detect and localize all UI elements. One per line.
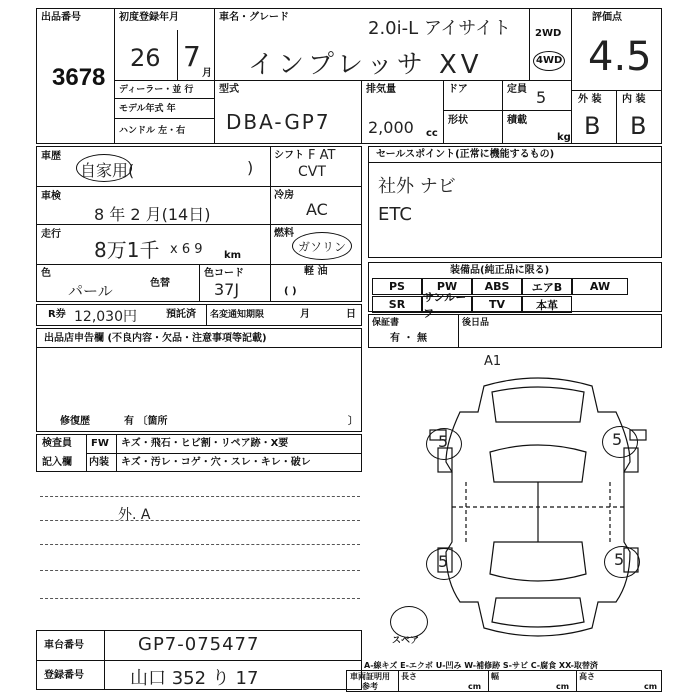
spare-circle bbox=[390, 606, 428, 638]
history-label: 車歴 bbox=[41, 151, 61, 162]
history-circle bbox=[76, 154, 135, 182]
sales-point-label: セールスポイント(正常に機能するもの) bbox=[376, 149, 555, 160]
drive-4wd: 4WD bbox=[536, 55, 563, 66]
mileage-label: 走行 bbox=[41, 229, 61, 240]
width-cm: cm bbox=[556, 682, 570, 691]
ac-value: AC bbox=[306, 200, 328, 219]
fuel-circle bbox=[292, 232, 352, 260]
cc-unit: cc bbox=[426, 128, 438, 139]
int-items: キズ・汚レ・コゲ・穴・スレ・キレ・破レ bbox=[121, 457, 311, 468]
exterior-label: 外 装 bbox=[578, 94, 602, 105]
type-label: 型式 bbox=[219, 84, 239, 95]
score-value: 4.5 bbox=[588, 34, 652, 80]
color-value: パール bbox=[68, 282, 113, 300]
day-label: 日 bbox=[346, 309, 356, 320]
recycle-value: 12,030円 bbox=[74, 309, 137, 325]
sales-point-line1: 社外 ナビ bbox=[378, 176, 456, 197]
fuel-gasoline: ガソリン bbox=[298, 240, 347, 254]
history-close: ) bbox=[247, 158, 254, 177]
equipment-label: 装備品(純正品に限る) bbox=[450, 265, 550, 276]
color-label: 色 bbox=[41, 268, 51, 279]
equipment-row1-4: AW bbox=[572, 278, 628, 295]
lot-label: 出品番号 bbox=[41, 12, 81, 23]
inspection-label: 車検 bbox=[41, 191, 61, 202]
declaration-label: 出品店申告欄 (不良内容・欠品・注意事項等記載) bbox=[44, 333, 267, 344]
fw-label: FW bbox=[91, 438, 109, 449]
chassis-value: GP7-075477 bbox=[138, 634, 260, 655]
equipment-row1-1: PW bbox=[422, 278, 472, 295]
wheel-fr-mark: 5 bbox=[612, 430, 623, 449]
recycle-deposit: 預託済 bbox=[166, 309, 196, 320]
color-change-label: 色替 bbox=[150, 278, 170, 289]
damage-legend: A-線キズ E-エクボ U-凹み W-補修跡 S-サビ C-腐食 XX-取替済 bbox=[364, 661, 598, 670]
dealer-label: ディーラー・並 行 bbox=[119, 85, 194, 95]
handle-label: ハンドル 左・右 bbox=[119, 126, 186, 136]
fw-items: キズ・飛石・ヒビ割・リペア跡・X要 bbox=[121, 438, 289, 449]
name-change-label: 名変通知期限 bbox=[210, 310, 265, 320]
warranty-label: 保証書 bbox=[372, 318, 400, 328]
lot-number: 3678 bbox=[52, 64, 106, 91]
score-label: 評価点 bbox=[592, 12, 622, 23]
load-label: 積載 bbox=[507, 115, 527, 126]
first-reg-month: 7 bbox=[183, 40, 201, 73]
shape-label: 形状 bbox=[448, 115, 468, 126]
repair-value: 有 〔箇所 bbox=[124, 416, 168, 427]
shift-cvt: CVT bbox=[298, 164, 326, 180]
equipment-row2-2: TV bbox=[472, 296, 522, 313]
capacity-value: 5 bbox=[536, 88, 547, 107]
exterior-grade: B bbox=[584, 112, 601, 140]
cert-ref: 参考 bbox=[362, 682, 378, 691]
mileage-value: 8万1千 bbox=[94, 238, 160, 262]
retrofit-label: 後日品 bbox=[462, 318, 490, 328]
reg-value: 山口 352 り 17 bbox=[130, 668, 259, 689]
shift-label: シフト bbox=[274, 150, 304, 161]
sales-point-line2: ETC bbox=[378, 204, 412, 225]
first-reg-label: 初度登録年月 bbox=[119, 12, 179, 23]
model-code: DBA-GP7 bbox=[226, 110, 331, 134]
kg-unit: kg bbox=[557, 132, 571, 143]
length-cm: cm bbox=[468, 682, 482, 691]
first-reg-year: 26 bbox=[130, 44, 161, 72]
recycle-label: R券 bbox=[48, 309, 66, 320]
inspection-value: 8 年 2 月(14日) bbox=[94, 205, 211, 224]
interior-label: 内 装 bbox=[622, 94, 646, 105]
equipment-row2-1: サンルーフ bbox=[422, 296, 472, 313]
mileage-extra: x 6 9 bbox=[170, 242, 203, 257]
month-unit: 月 bbox=[202, 68, 212, 79]
top-mark: A1 bbox=[484, 354, 502, 369]
int-label: 内装 bbox=[89, 457, 109, 468]
wheel-rr-mark: 5 bbox=[614, 550, 625, 569]
warranty-value: 有 ・ 無 bbox=[390, 333, 427, 344]
capacity-label: 定員 bbox=[507, 84, 527, 95]
wheel-fl-mark: 5 bbox=[438, 432, 449, 451]
km-unit: km bbox=[224, 250, 242, 261]
inspector-label-2: 記入欄 bbox=[42, 457, 72, 468]
equipment-row1-0: PS bbox=[372, 278, 422, 295]
door-label: ドア bbox=[448, 84, 468, 95]
length-label: 長さ bbox=[401, 672, 417, 681]
inspector-label-1: 検査員 bbox=[42, 438, 72, 449]
grade-value: 2.0i-L アイサイト bbox=[368, 18, 511, 39]
equipment-row2-3: 本革 bbox=[522, 296, 572, 313]
month-label: 月 bbox=[300, 309, 310, 320]
shift-value: F AT bbox=[308, 148, 336, 163]
repair-label: 修復歴 bbox=[60, 416, 90, 427]
inspector-note: 外. A bbox=[118, 507, 151, 523]
interior-grade: B bbox=[630, 112, 647, 140]
fuel-paren: ( ) bbox=[284, 286, 297, 297]
drive-2wd: 2WD bbox=[535, 28, 562, 39]
displacement-value: 2,000 bbox=[368, 118, 414, 137]
car-name: インプレッサ XV bbox=[248, 50, 483, 80]
reg-label: 登録番号 bbox=[44, 670, 84, 681]
equipment-row1-3: エアB bbox=[522, 278, 572, 295]
displacement-label: 排気量 bbox=[366, 84, 396, 95]
history-value: 自家用( bbox=[80, 161, 135, 180]
fuel-label: 燃料 bbox=[274, 228, 294, 239]
cert-label: 車両証明用 bbox=[350, 672, 390, 681]
chassis-label: 車台番号 bbox=[44, 640, 84, 651]
height-cm: cm bbox=[644, 682, 658, 691]
model-year-label: モデル年式 年 bbox=[119, 104, 176, 114]
width-label: 幅 bbox=[491, 672, 499, 681]
ac-label: 冷房 bbox=[274, 190, 294, 201]
car-diagram bbox=[420, 352, 656, 652]
fuel-light-oil: 軽 油 bbox=[304, 266, 328, 277]
color-code-value: 37J bbox=[214, 280, 240, 299]
equipment-row2-0: SR bbox=[372, 296, 422, 313]
equipment-row1-2: ABS bbox=[472, 278, 522, 295]
spare-label: スペア bbox=[392, 636, 420, 646]
repair-close: 〕 bbox=[348, 416, 358, 427]
cert-block bbox=[346, 670, 662, 692]
height-label: 高さ bbox=[579, 672, 595, 681]
wheel-rl-mark: 5 bbox=[438, 552, 449, 571]
name-grade-label: 車名・グレード bbox=[219, 12, 289, 23]
color-code-label: 色コード bbox=[204, 268, 244, 279]
